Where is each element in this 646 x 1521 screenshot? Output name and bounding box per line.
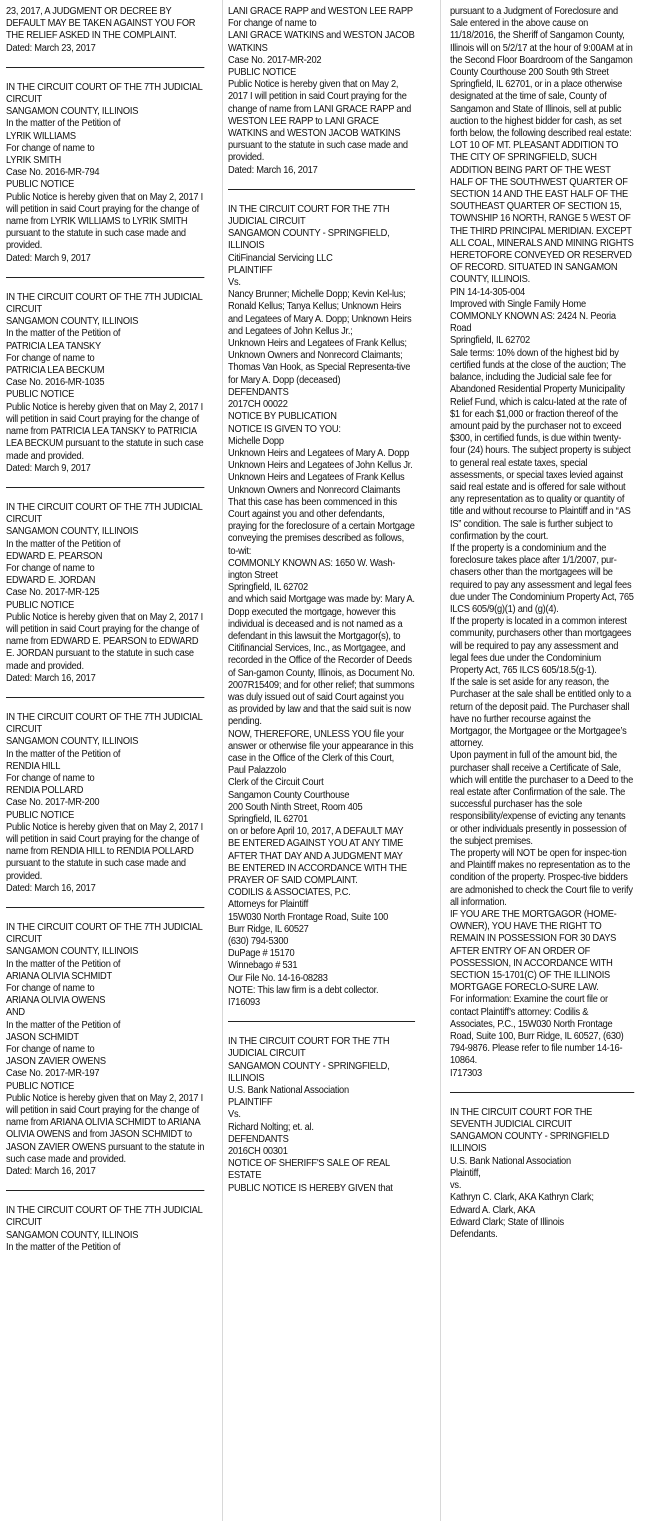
notice-foreclosure-citifinancial: IN THE CIRCUIT COURT FOR THE 7TH JUDICIAL CIRCUIT SANGAMON COUNTY - SPRINGFIELD, ILLINOIS CitiFinancial Servicing LLC PLAINTIFF Vs. Nancy Brunner; Michelle Dopp; Kevin Kel-lus; Ronald Kellus; Tanya Kellus; Unknown Heirs and Legatees of Mary A. Dopp; Unknown Heirs and Legatees of John Kellus Jr.; Unknown Heirs and Legatees of Frank Kellus; Unknown Owners and Nonrecord Claimants; Thomas Van Hook, as Special Representa-tive for Mary A. Dopp (deceased) DEFENDANTS 2017CH 00022 NOTICE BY PUBLICATION NOTICE IS GIVEN TO YOU: Michelle Dopp Unknown Heirs and Legatees of Mary A. Dopp Unknown Heirs and Legatees of John Kellus Jr. Unknown Heirs and Legatees of Frank Kellus Unknown Owners and Nonrecord Claimants That this case has been commenced in this Court against you and other defendants, praying for the foreclosure of a certain Mortgage conveying the premises described as follows, to-wit: COMMONLY KNOWN AS: 1650 W. Wash-ington Street Springfield, IL 62702 and which said Mortgage was made by: Mary A. Dopp executed the mortgage, however this individual is deceased and is not named as a defendant in this lawsuit the Mortgagor(s), to Citifinancial Services, Inc., as Mortgagee, and recorded in the Office of the Recorder of Deeds of San-gamon County, Illinois, as Document No. 2007R15409; and for other relief; that summons was duly issued out of said Court against you as provided by law and that the said suit is now pending. NOW, THEREFORE, UNLESS YOU file your answer or otherwise file your appearance in this case in the Office of the Clerk of this Court, Paul Palazzolo Clerk of the Circuit Court Sangamon County Courthouse 200 South Ninth Street, Room 405 Springfield, IL 62701 on or before April 10, 2017, A DEFAULT MAY BE ENTERED AGAINST YOU AT ANY TIME AFTER THAT DAY AND A JUDGMENT MAY BE ENTERED IN ACCORDANCE WITH THE PRAYER OF SAID COMPLAINT. CODILIS & ASSOCIATES, P.C. Attorneys for Plaintiff 15W030 North Frontage Road, Suite 100 Burr Ridge, IL 60527 (630) 794-5300 DuPage # 15170 Winnebago # 531 Our File No. 14-16-08283 NOTE: This law firm is a debt collector. I716093 <box>228 203 415 1009</box>
notice-name-change-lyrik-williams: IN THE CIRCUIT COURT OF THE 7TH JUDICIAL CIRCUIT SANGAMON COUNTY, ILLINOIS In the matter of the Petition of LYRIK WILLIAMS For change of name to LYRIK SMITH Case No. 2016-MR-794 PUBLIC NOTICE Public Notice is hereby given that on May 2, 2017 I will petition in said Court praying for the change of name from LYRIK WILLIAMS to LYRIK SMITH pursuant to the statute in such case made and provided. Dated: March 9, 2017 <box>6 81 204 264</box>
column-1 <box>6 6 204 1254</box>
notice-sheriff-sale-start: IN THE CIRCUIT COURT FOR THE 7TH JUDICIAL CIRCUIT SANGAMON COUNTY - SPRINGFIELD, ILLINOIS U.S. Bank National Association PLAINTIFF Vs. Richard Nolting; et. al. DEFENDANTS 2016CH 00301 NOTICE OF SHERIFF'S SALE OF REAL ESTATE PUBLIC NOTICE IS HEREBY GIVEN that <box>228 1036 393 1194</box>
notice-sheriff-sale-continued: pursuant to a Judgment of Foreclosure and Sale entered in the above cause on 11/18/2016, the Sheriff of Sangamon County, Illinois will on 5/2/17 at the hour of 9:00AM at in the Second Floor Boardroom of the Sangamon County Courthouse 200 South 9th Street Springfield, IL 62701, or in a place otherwise designated at the time of sale, County of Sangamon and State of Illinois, sell at public auction to the highest bidder for cash, as set forth below, the following described real estate: LOT 10 OF MT. PLEASANT ADDITION TO THE CITY OF SPRINGFIELD, SUCH ADDITION BEING PART OF THE WEST HALF OF THE SOUTHWEST QUARTER OF SECTION 14 AND THE EAST HALF OF THE SOUTHEAST QUARTER OF SECTION 15, TOWNSHIP 16 NORTH, RANGE 5 WEST OF THE THIRD PRINCIPAL MERIDIAN. EXCEPT ALL COAL, MINERALS AND MINING RIGHTS HERETOFORE CONVEYED OR RESERVED OF RECORD. SITUATED IN SANGAMON COUNTY, ILLINOIS. PIN 14-14-305-004 Improved with Single Family Home COMMONLY KNOWN AS: 2424 N. Peoria Road Springfield, IL 62702 Sale terms: 10% down of the highest bid by certified funds at the close of the auction; The balance, including the Judicial sale fee for Abandoned Residential Property Municipality Relief Fund, which is calcu-lated at the rate of $1 for each $1,000 or fraction thereof of the amount paid by the purchaser not to exceed $300, in certified funds, is due within twenty-four (24) hours. The subject property is subject to general real estate taxes, special assessments, or special taxes levied against said real estate and is offered for sale without any representation as to quality or quantity of title and without recourse to Plaintiff and in “AS IS” condition. The sale is further subject to confirmation by the court. If the property is a condominium and the foreclosure takes place after 1/1/2007, pur-chasers other than the mortgagees will be required to pay any assessment and legal fees due under The Condominium Property Act, 765 ILCS 605/9(g)(1) and (g)(4). If the property is located in a common interest community, purchasers other than mortgagees will be required to pay any assessment and legal fees due under the Condominium Property Act, 765 ILCS 605/18.5(g-1). If the sale is set aside for any reason, the Purchaser at the sale shall be entitled only to a return of the deposit paid. The Purchaser shall have no further recourse against the Mortgagor, the Mortgagee or the Mortgagee’s attorney. Upon payment in full of the amount bid, the purchaser shall receive a Certificate of Sale, which will entitle the purchaser to a Deed to the real estate after Confirmation of the sale. The successful purchaser has the sole responsibility/expense of evicting any tenants or other individuals presently in possession of the subject premises. The property will NOT be open for inspec-tion and Plaintiff makes no representation as to the condition of the property. Prospec-tive bidders are admonished to check the Court file to verify all information. IF YOU ARE THE MORTGAGOR (HOME-OWNER), YOU HAVE THE RIGHT TO REMAIN IN POSSESSION FOR 30 DAYS AFTER ENTRY OF AN ORDER OF POSSESSION, IN ACCORDANCE WITH SECTION 15-1701(C) OF THE ILLINOIS MORTGAGE FORECLO-SURE LAW. For information: Examine the court file or contact Plaintiff’s attorney: Codilis & Associates, P.C., 15W030 North Frontage Road, Suite 100, Burr Ridge, IL 60527, (630) 794-9876. Please refer to file number 14-16-10864. I717303 <box>450 6 634 1079</box>
notice-name-change-patricia-tansky: IN THE CIRCUIT COURT OF THE 7TH JUDICIAL CIRCUIT SANGAMON COUNTY, ILLINOIS In the matter of the Petition of PATRICIA LEA TANSKY For change of name to PATRICIA LEA BECKUM Case No. 2016-MR-1035 PUBLIC NOTICE Public Notice is hereby given that on May 2, 2017 I will petition in said Court praying for the change of name from PATRICIA LEA TANSKY to PATRICIA LEA BECKUM pursuant to the statute in such case made and provided. Dated: March 9, 2017 <box>6 291 204 474</box>
divider <box>6 277 204 278</box>
divider <box>450 1092 634 1093</box>
divider <box>6 67 204 68</box>
notice-name-change-edward-pearson: IN THE CIRCUIT COURT OF THE 7TH JUDICIAL CIRCUIT SANGAMON COUNTY, ILLINOIS In the matter of the Petition of EDWARD E. PEARSON For change of name to EDWARD E. JORDAN Case No. 2017-MR-125 PUBLIC NOTICE Public Notice is hereby given that on May 2, 2017 I will petition in said Court praying for the change of name from EDWARD E. PEARSON to EDWARD E. JORDAN pursuant to the statute in such case made and provided. Dated: March 16, 2017 <box>6 501 204 684</box>
divider <box>228 1021 415 1022</box>
column-3 <box>450 6 634 1241</box>
notice-foreclosure-clark: IN THE CIRCUIT COURT FOR THE SEVENTH JUDICIAL CIRCUIT SANGAMON COUNTY - SPRINGFIELD ILLINOIS U.S. Bank National Association Plaintiff, vs. Kathryn C. Clark, AKA Kathryn Clark; Edward A. Clark, AKA Edward Clark; State of Illinois Defendants. <box>450 1106 610 1240</box>
notice-name-change-rapp-start: IN THE CIRCUIT COURT OF THE 7TH JUDICIAL CIRCUIT SANGAMON COUNTY, ILLINOIS In the matter of the Petition of <box>6 1205 203 1253</box>
column-separator <box>222 0 223 1521</box>
divider <box>6 907 204 908</box>
divider <box>228 189 415 190</box>
notice-default-judgment-continued: 23, 2017, A JUDGMENT OR DECREE BY DEFAULT MAY BE TAKEN AGAINST YOU FOR THE RELIEF ASKED IN THE COMPLAINT. Dated: March 23, 2017 <box>6 6 196 54</box>
divider <box>6 487 204 488</box>
column-2 <box>228 6 415 1195</box>
notice-name-change-schmidt: IN THE CIRCUIT COURT OF THE 7TH JUDICIAL CIRCUIT SANGAMON COUNTY, ILLINOIS In the matter of the Petition of ARIANA OLIVIA SCHMIDT For change of name to ARIANA OLIVIA OWENS AND In the matter of the Petition of JASON SCHMIDT For change of name to JASON ZAVIER OWENS Case No. 2017-MR-197 PUBLIC NOTICE Public Notice is hereby given that on May 2, 2017 I will petition in said Court praying for the change of name from ARIANA OLIVIA SCHMIDT to ARIANA OLIVIA OWENS and from JASON SCHMIDT to JASON ZAVIER OWENS pursuant to the statute in such case made and provided. Dated: March 16, 2017 <box>6 922 205 1178</box>
divider <box>6 1190 204 1191</box>
column-separator <box>440 0 441 1521</box>
notice-name-change-rapp-continued: LANI GRACE RAPP and WESTON LEE RAPP For change of name to LANI GRACE WATKINS and WESTON JACOB WATKINS Case No. 2017-MR-202 PUBLIC NOTICE Public Notice is hereby given that on May 2, 2017 I will petition in said Court praying for the change of name from LANI GRACE RAPP and WESTON LEE RAPP to LANI GRACE WATKINS and WESTON JACOB WATKINS pursuant to the statute in such case made and provided. Dated: March 16, 2017 <box>228 6 415 176</box>
notice-name-change-rendia-hill: IN THE CIRCUIT COURT OF THE 7TH JUDICIAL CIRCUIT SANGAMON COUNTY, ILLINOIS In the matter of the Petition of RENDIA HILL For change of name to RENDIA POLLARD Case No. 2017-MR-200 PUBLIC NOTICE Public Notice is hereby given that on May 2, 2017 I will petition in said Court praying for the change of name from RENDIA HILL to RENDIA POLLARD pursuant to the statute in such case made and provided. Dated: March 16, 2017 <box>6 711 204 894</box>
divider <box>6 697 204 698</box>
